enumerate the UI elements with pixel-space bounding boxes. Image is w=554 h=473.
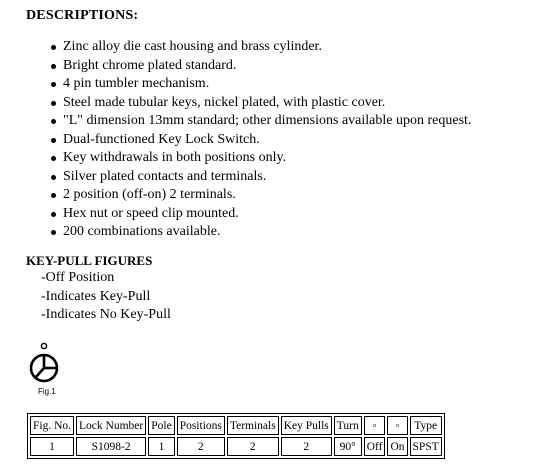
col-terminals: Terminals (227, 416, 279, 435)
list-item: Steel made tubular keys, nickel plated, with plastic cover. (49, 94, 471, 113)
cell-lock-number: S1098-2 (76, 437, 146, 456)
key-pull-legend (41, 269, 171, 325)
col-key-pulls: Key Pulls (281, 416, 332, 435)
col-turn: Turn (334, 416, 362, 435)
key-pull-line-pull: -Indicates Key-Pull (41, 288, 151, 304)
cell-positions: 2 (177, 437, 225, 456)
list-item: 4 pin tumbler mechanism. (49, 75, 471, 94)
cell-type: SPST (410, 437, 442, 456)
list-item: Zinc alloy die cast housing and brass cylinder. (49, 38, 471, 57)
col-lock-number: Lock Number (76, 416, 146, 435)
spec-table (27, 413, 445, 459)
key-pull-heading: KEY-PULL FIGURES (26, 253, 153, 268)
col-type: Type (410, 416, 442, 435)
list-item: 2 position (off-on) 2 terminals. (49, 186, 471, 205)
descriptions-list (49, 38, 471, 242)
list-item: Key withdrawals in both positions only. (49, 149, 471, 168)
list-item: Bright chrome plated standard. (49, 57, 471, 76)
list-item: 200 combinations available. (49, 223, 471, 242)
list-item: "L" dimension 13mm standard; other dimensions available upon request. (49, 112, 471, 131)
list-item: Dual-functioned Key Lock Switch. (49, 131, 471, 150)
cell-terminals: 2 (227, 437, 279, 456)
table-header-row (30, 416, 442, 435)
descriptions-heading: DESCRIPTIONS: (26, 8, 139, 23)
list-item: Hex nut or speed clip mounted. (49, 205, 471, 224)
list-item: Silver plated contacts and terminals. (49, 168, 471, 187)
col-fig-no: Fig. No. (30, 416, 74, 435)
cell-position-2: On (387, 437, 407, 456)
cell-fig-no: 1 (30, 437, 74, 456)
table-row (30, 437, 442, 456)
col-position-symbol-2: ¤ (387, 416, 407, 435)
col-pole: Pole (148, 416, 174, 435)
cell-pole: 1 (148, 437, 174, 456)
col-position-symbol-1: ¤ (364, 416, 386, 435)
cell-position-1: Off (364, 437, 386, 456)
col-positions: Positions (177, 416, 225, 435)
cell-key-pulls: 2 (281, 437, 332, 456)
cell-turn: 90° (334, 437, 362, 456)
key-pull-line-no-pull: -Indicates No Key-Pull (41, 307, 171, 322)
key-pull-line-off: -Off Position (41, 270, 115, 285)
figure-label: Fig.1 (38, 387, 56, 396)
